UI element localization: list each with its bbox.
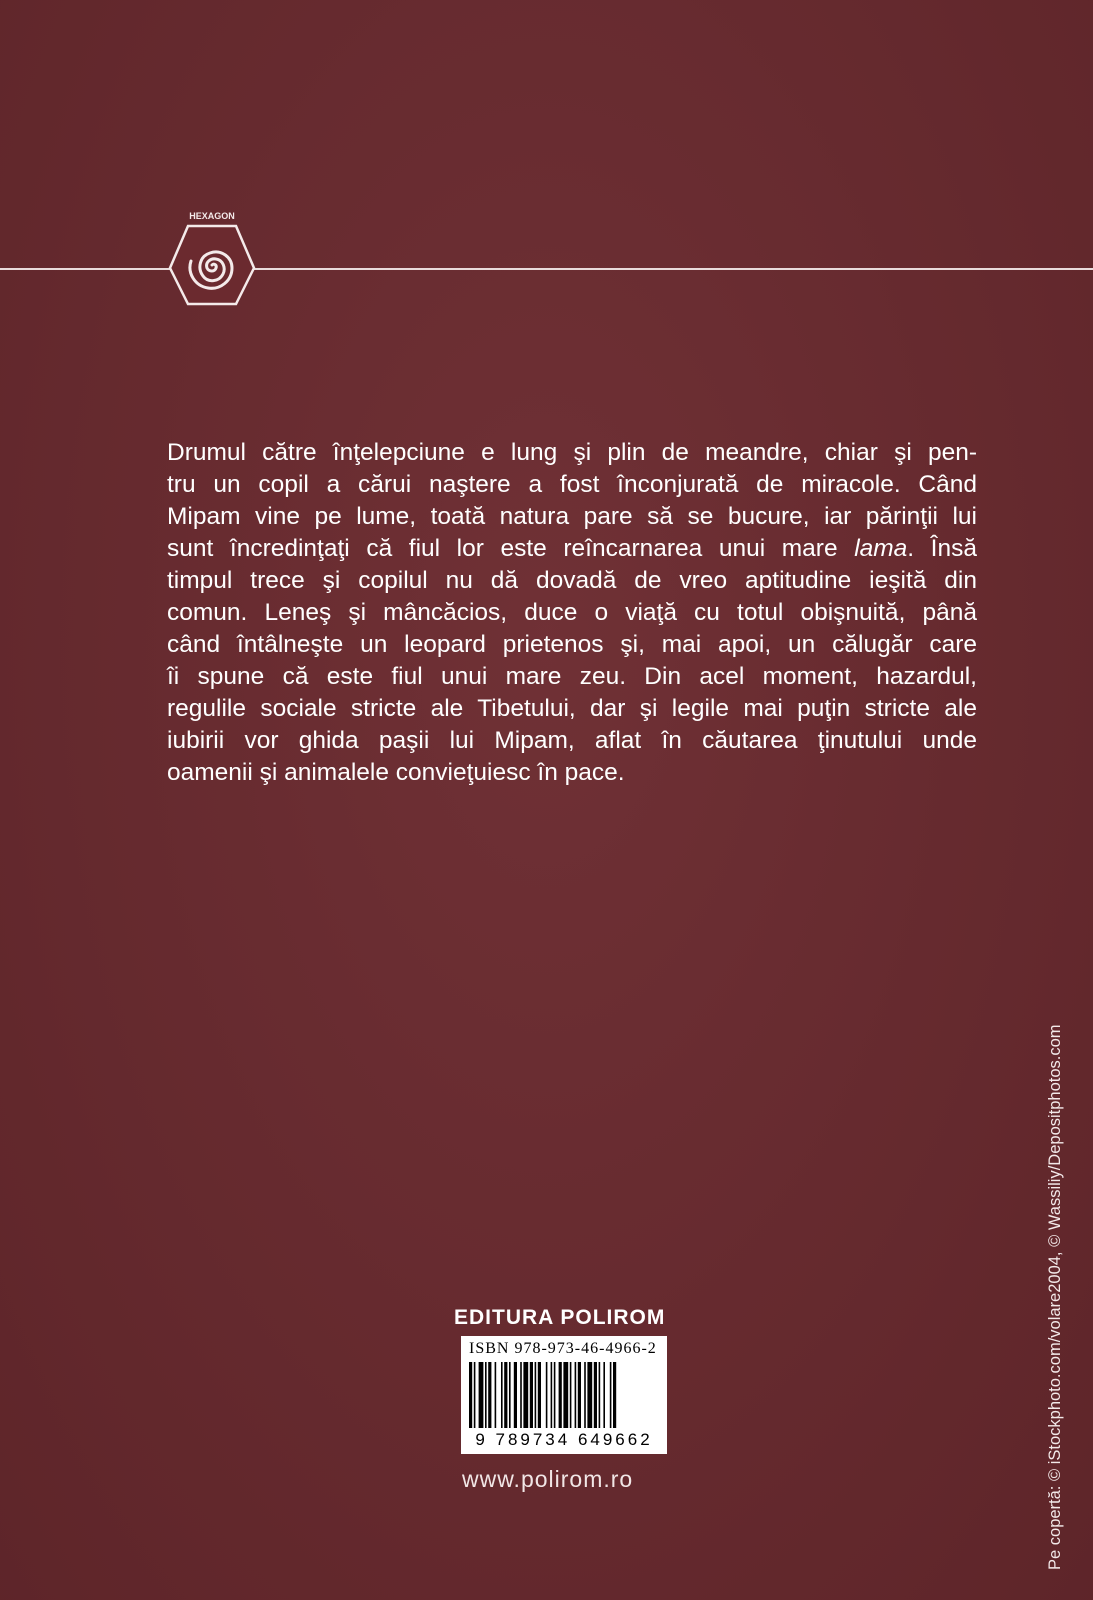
barcode-bar <box>603 1362 605 1428</box>
blurb-line: sunt încredinţaţi că fiul lor este reîncarnarea unui mare lama. Însă <box>167 535 977 562</box>
barcode-bar <box>469 1362 472 1428</box>
barcode-bar <box>584 1362 586 1428</box>
barcode-bar <box>514 1362 517 1428</box>
barcode-bar <box>575 1362 577 1428</box>
back-cover-blurb <box>167 437 977 789</box>
barcode-bar <box>599 1362 601 1428</box>
barcode-bar <box>554 1362 556 1428</box>
horizontal-rule <box>0 268 1093 270</box>
cover-credit: Pe copertă: © iStockphoto.com/volare2004, © Wassiliy/Depositphotos.com <box>1046 1024 1064 1570</box>
blurb-line: timpul trece şi copilul nu dă dovadă de vreo aptitudine ieşită din <box>167 567 977 594</box>
blurb-line: iubirii vor ghida paşii lui Mipam, aflat în căutarea ţinutului unde <box>167 727 977 754</box>
hexagon-logo <box>166 208 258 312</box>
barcode-bar <box>551 1362 553 1428</box>
publisher-name: EDITURA POLIROM <box>454 1306 666 1329</box>
barcode-bar <box>504 1362 507 1428</box>
ean-number: 9 789734 649662 <box>475 1430 653 1449</box>
blurb-line: tru un copil a cărui naştere a fost înconjurată de miracole. Când <box>167 471 977 498</box>
barcode-bar <box>587 1362 592 1428</box>
barcode-bar <box>479 1362 484 1428</box>
barcode-bar <box>594 1362 597 1428</box>
blurb-line: oamenii şi animalele convieţuiesc în pace. <box>167 759 625 786</box>
barcode-bar <box>509 1362 511 1428</box>
blurb-line: Drumul către înţelepciune e lung şi plin de meandre, chiar şi pen- <box>167 439 977 466</box>
barcode-bar <box>523 1362 528 1428</box>
barcode-bar <box>520 1362 522 1428</box>
blurb-line: regulile sociale stricte ale Tibetului, dar şi legile mai puţin stricte ale <box>167 695 977 722</box>
barcode-bar <box>495 1362 497 1428</box>
barcode <box>461 1336 667 1454</box>
barcode-bar <box>488 1362 491 1428</box>
barcode-bar <box>535 1362 537 1428</box>
barcode-bar <box>563 1362 568 1428</box>
barcode-bar <box>530 1362 533 1428</box>
logo-label: HEXAGON <box>189 211 235 221</box>
barcode-bar <box>474 1362 476 1428</box>
blurb-line: când întâlneşte un leopard prietenos şi, mai apoi, un călugăr care <box>167 631 977 658</box>
barcode-bar <box>610 1362 612 1428</box>
blurb-line: îi spune că este fiul unui mare zeu. Din acel moment, hazardul, <box>167 663 977 690</box>
barcode-bar <box>546 1362 548 1428</box>
barcode-bar <box>578 1362 581 1428</box>
barcode-bar <box>559 1362 562 1428</box>
barcode-bar <box>613 1362 616 1428</box>
barcode-bar <box>501 1362 503 1428</box>
barcode-bar <box>570 1362 572 1428</box>
isbn-label: ISBN 978-973-46-4966-2 <box>469 1340 657 1357</box>
barcode-bars <box>467 1362 661 1428</box>
barcode-bar <box>538 1362 541 1428</box>
blurb-line: Mipam vine pe lume, toată natura pare să se bucure, iar părinţii lui <box>167 503 977 530</box>
blurb-line: comun. Leneş şi mâncăcios, duce o viaţă cu totul obişnuită, până <box>167 599 977 626</box>
barcode-bar <box>485 1362 487 1428</box>
publisher-website: www.polirom.ro <box>462 1466 634 1492</box>
